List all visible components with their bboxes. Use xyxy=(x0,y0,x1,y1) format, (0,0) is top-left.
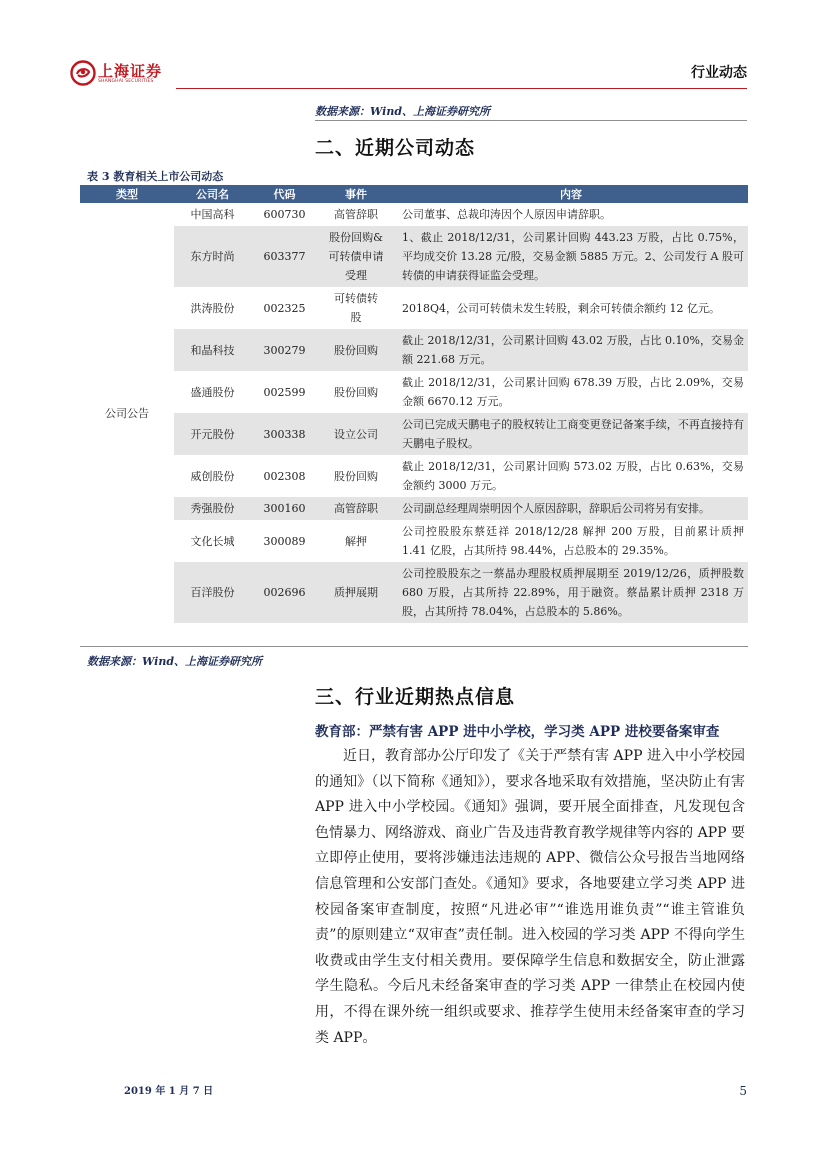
company-cell: 威创股份 xyxy=(190,469,235,483)
code-cell: 002696 xyxy=(251,562,318,623)
table-row xyxy=(80,455,748,497)
company-cell: 东方时尚 xyxy=(174,226,251,287)
content-cell: 公司已完成天鹏电子的股权转让工商变更登记备案手续，不再直接持有天鹏电子股权。 xyxy=(394,413,748,455)
header-title: 行业动态 xyxy=(691,65,747,81)
event-cell: 高管辞职 xyxy=(334,208,378,221)
content-cell: 公司董事、总裁印涛因个人原因申请辞职。 xyxy=(402,208,611,221)
code-cell: 002325 xyxy=(263,301,306,315)
brand-logo-icon xyxy=(70,60,96,86)
event-cell: 可转债转股 xyxy=(334,292,378,324)
code-cell: 002599 xyxy=(263,385,306,399)
type-cell: 公司公告 xyxy=(80,203,174,623)
event-cell: 质押展期 xyxy=(318,562,394,623)
section-title-industry-news: 三、行业近期热点信息 xyxy=(315,686,516,708)
code-cell: 600730 xyxy=(263,208,306,221)
content-cell: 公司控股股东蔡廷祥 2018/12/28 解押 200 万股，目前累计质押 1.41 亿股，占其所持 98.44%，占总股本的 29.35%。 xyxy=(402,525,744,557)
source-note-top: 数据来源：Wind、上海证券研究所 xyxy=(315,105,491,118)
table-bottom-rule xyxy=(80,646,748,647)
company-news-table xyxy=(80,185,748,623)
table-row xyxy=(80,497,748,520)
event-cell: 股份回购 xyxy=(334,385,378,399)
event-cell: 解押 xyxy=(345,534,367,548)
header-divider xyxy=(176,88,747,89)
source-note-table: 数据来源：Wind、上海证券研究所 xyxy=(87,655,263,668)
company-cell: 开元股份 xyxy=(174,413,251,455)
brand-logo xyxy=(70,60,180,88)
content-cell: 截止 2018/12/31，公司累计回购 678.39 万股，占比 2.09%，交易金额 6670.12 万元。 xyxy=(402,376,744,408)
code-cell: 300338 xyxy=(251,413,318,455)
company-cell: 中国高科 xyxy=(190,208,235,221)
code-cell: 300160 xyxy=(251,497,318,520)
event-cell: 股份回购 xyxy=(334,469,378,483)
table-row xyxy=(80,371,748,413)
source-divider xyxy=(315,120,747,121)
table-header-cell: 类型 xyxy=(80,185,174,203)
table-header-cell: 公司名 xyxy=(174,185,251,203)
event-cell: 股份回购&可转债申请受理 xyxy=(318,226,394,287)
table-caption: 表 3 教育相关上市公司动态 xyxy=(87,170,224,183)
table-header-cell: 代码 xyxy=(251,185,318,203)
company-news-table-wrap xyxy=(80,185,748,623)
table-row xyxy=(80,287,748,329)
table-row xyxy=(80,226,748,287)
table-header-row xyxy=(80,185,748,203)
company-cell: 和晶科技 xyxy=(174,329,251,371)
content-cell: 公司副总经理周崇明因个人原因辞职，辞职后公司将另有安排。 xyxy=(394,497,748,520)
table-row xyxy=(80,413,748,455)
content-cell: 1、截止 2018/12/31，公司累计回购 443.23 万股，占比 0.75%，平均成交价 13.28 元/股，交易金额 5885 万元。2、公司发行 A 股可转债的申请获得证监会受理。 xyxy=(394,226,748,287)
table-row xyxy=(80,203,748,226)
code-cell: 300089 xyxy=(263,534,306,548)
event-cell: 高管辞职 xyxy=(318,497,394,520)
company-cell: 洪涛股份 xyxy=(190,301,235,315)
news-body: 近日，教育部办公厅印发了《关于严禁有害 APP 进入中小学校园的通知》（以下简称《通知》），要求各地采取有效措施，坚决防止有害 APP 进入中小学校园。《通知》强调，要开展全面排查，凡发现包含色情暴力、网络游戏、商业广告及违背教育教学规律等内容的 APP 要立即停止使用，要将涉嫌违法违规的 APP、微信公众号报告当地网络信息管理和公安部门查处。《通知》要求，各地要建立学习类 APP 进校园备案审查制度，按照“凡进必审”“谁选用谁负责”“谁主管谁负责”的原则建立“双审查”责任制。进入校园的学习类 APP 不得向学生收费或由学生支付相关费用。要保障学生信息和数据安全，防止泄露学生隐私。今后凡未经备案审查的学习类 APP 一律禁止在校园内使用，不得在课外统一组织或要求、推荐学生使用未经备案审查的学习类 APP。 xyxy=(315,748,745,1046)
section-title-company-news: 二、近期公司动态 xyxy=(315,137,476,159)
event-cell: 设立公司 xyxy=(318,413,394,455)
content-cell: 截止 2018/12/31，公司累计回购 573.02 万股，占比 0.63%，交易金额约 3000 万元。 xyxy=(402,460,744,492)
brand-logo-text: 上海证券 xyxy=(98,62,163,80)
event-cell: 股份回购 xyxy=(318,329,394,371)
content-cell: 截止 2018/12/31，公司累计回购 43.02 万股，占比 0.10%，交易金额 221.68 万元。 xyxy=(394,329,748,371)
company-cell: 文化长城 xyxy=(190,534,235,548)
footer-date: 2019 年 1 月 7 日 xyxy=(124,1086,214,1097)
company-cell: 盛通股份 xyxy=(190,385,235,399)
news-headline: 教育部：严禁有害 APP 进中小学校，学习类 APP 进校要备案审查 xyxy=(315,724,720,740)
company-cell: 秀强股份 xyxy=(174,497,251,520)
table-header-cell: 事件 xyxy=(318,185,394,203)
table-row xyxy=(80,562,748,623)
table-row xyxy=(80,520,748,562)
brand-logo-subtext: SHANGHAI SECURITIES xyxy=(98,79,154,84)
code-cell: 603377 xyxy=(251,226,318,287)
table-header-cell: 内容 xyxy=(394,185,748,203)
code-cell: 002308 xyxy=(263,469,306,483)
content-cell: 2018Q4，公司可转债未发生转股，剩余可转债余额约 12 亿元。 xyxy=(402,301,720,315)
code-cell: 300279 xyxy=(251,329,318,371)
table-row xyxy=(80,329,748,371)
content-cell: 公司控股股东之一蔡晶办理股权质押展期至 2019/12/26，质押股数 680 万股，占其所持 22.89%，用于融资。蔡晶累计质押 2318 万股，占其所持 78.04%，占总股本的 5.86%。 xyxy=(394,562,748,623)
company-cell: 百洋股份 xyxy=(174,562,251,623)
page-number: 5 xyxy=(739,1084,747,1098)
